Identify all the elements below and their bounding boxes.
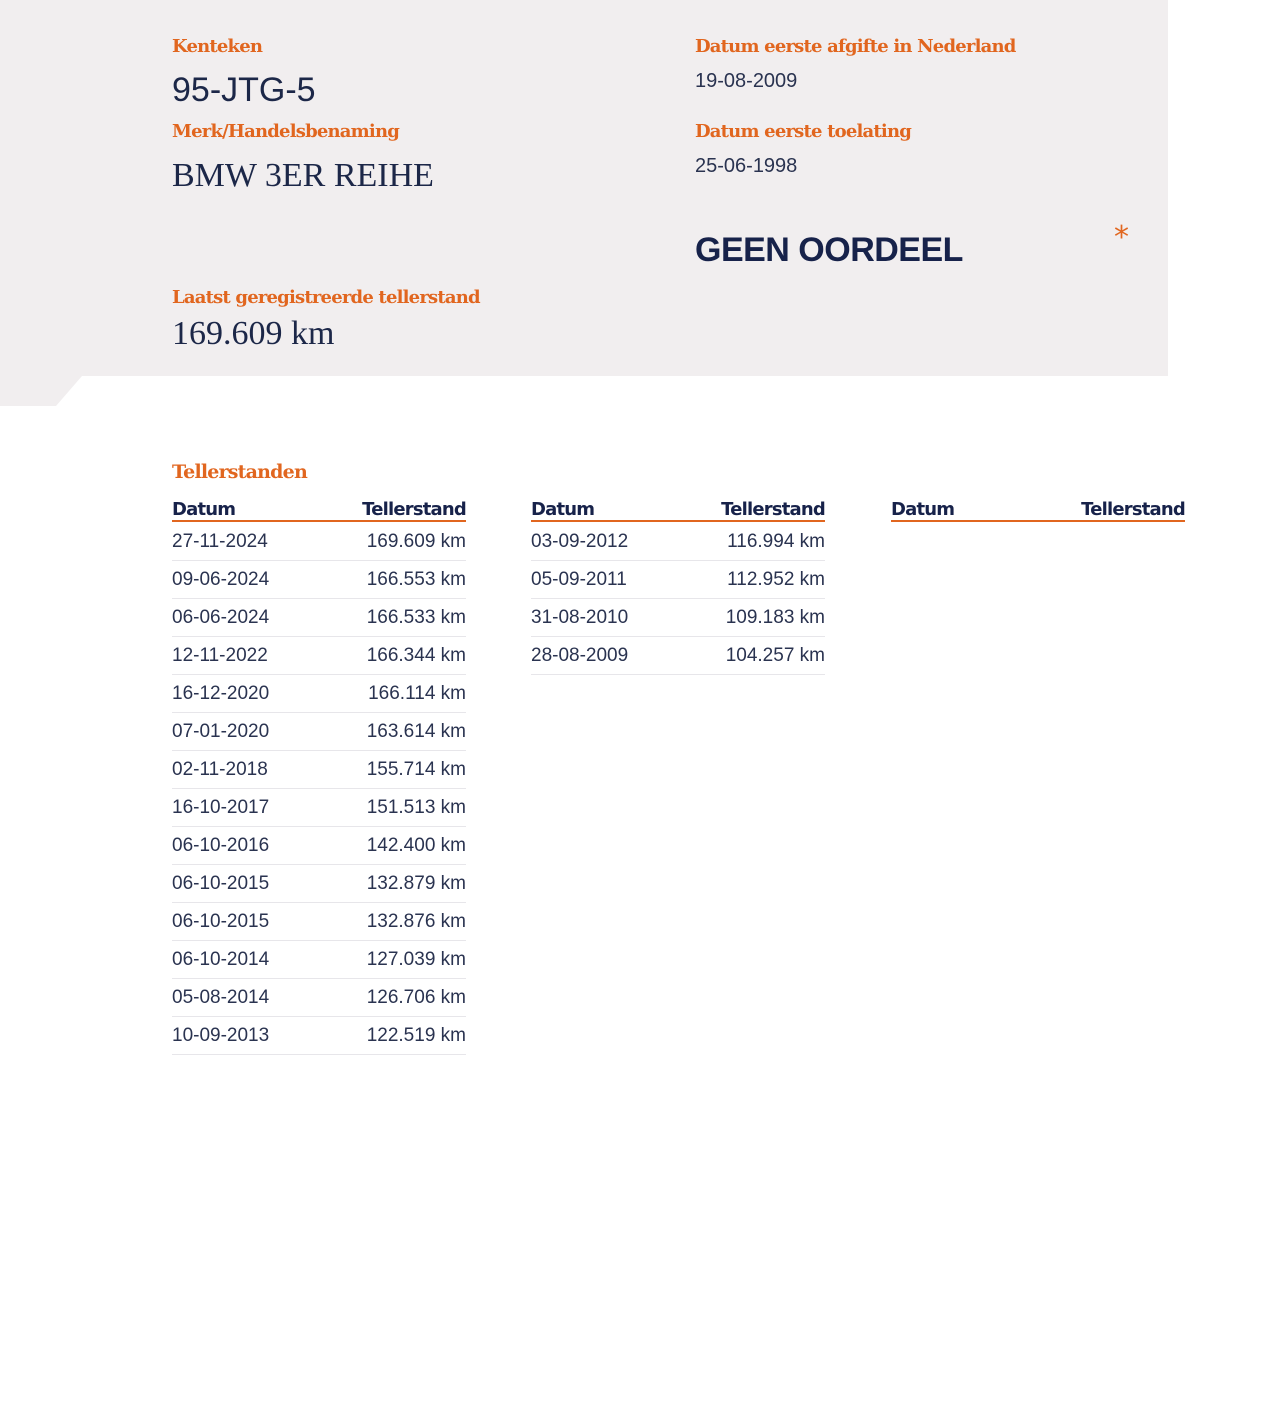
verdict-text: GEEN OORDEEL <box>695 231 963 269</box>
table-row <box>531 561 825 599</box>
row-tellerstand: 122.519 km <box>366 1024 466 1046</box>
table-row <box>172 941 466 979</box>
table-header <box>891 494 1185 522</box>
row-datum: 10-09-2013 <box>172 1024 270 1046</box>
table-body <box>531 522 825 675</box>
row-tellerstand: 142.400 km <box>366 834 466 856</box>
datum-header: Datum <box>531 499 595 520</box>
table-body <box>172 522 466 1055</box>
table-body <box>891 522 1185 523</box>
row-tellerstand: 166.553 km <box>366 568 466 590</box>
row-datum: 05-09-2011 <box>531 568 627 590</box>
row-datum: 16-10-2017 <box>172 796 270 818</box>
odometer-table-column-3 <box>891 494 1185 523</box>
row-datum: 05-08-2014 <box>172 986 270 1008</box>
row-tellerstand: 155.714 km <box>366 758 466 780</box>
row-tellerstand: 132.876 km <box>366 910 466 932</box>
row-datum: 06-10-2015 <box>172 910 270 932</box>
row-datum: 03-09-2012 <box>531 530 629 552</box>
table-row <box>172 675 466 713</box>
row-tellerstand: 166.114 km <box>368 682 466 704</box>
tellerstand-header: Tellerstand <box>362 499 466 520</box>
row-tellerstand: 163.614 km <box>366 720 466 742</box>
tellerstand-header: Tellerstand <box>721 499 825 520</box>
afgifte-value: 19-08-2009 <box>695 70 798 92</box>
row-tellerstand: 127.039 km <box>366 948 466 970</box>
row-datum: 06-10-2014 <box>172 948 270 970</box>
row-tellerstand: 109.183 km <box>725 606 825 628</box>
teller-value: 169.609 km <box>172 315 335 352</box>
tellerstanden-title: Tellerstanden <box>172 461 307 483</box>
table-row <box>531 637 825 675</box>
table-header <box>531 494 825 522</box>
row-tellerstand: 151.513 km <box>366 796 466 818</box>
table-row <box>172 599 466 637</box>
row-tellerstand: 132.879 km <box>366 872 466 894</box>
row-datum: 06-06-2024 <box>172 606 270 628</box>
row-tellerstand: 112.952 km <box>727 568 825 590</box>
table-row <box>172 903 466 941</box>
table-row <box>531 523 825 561</box>
kenteken-value: 95-JTG-5 <box>172 71 316 109</box>
table-row <box>172 865 466 903</box>
row-datum: 12-11-2022 <box>172 644 268 666</box>
row-tellerstand: 104.257 km <box>725 644 825 666</box>
table-header <box>172 494 466 522</box>
row-datum: 02-11-2018 <box>172 758 268 780</box>
kenteken-label: Kenteken <box>172 36 263 57</box>
row-tellerstand: 166.344 km <box>366 644 466 666</box>
merk-label: Merk/Handelsbenaming <box>172 121 400 142</box>
toelating-value: 25-06-1998 <box>695 155 798 177</box>
table-row <box>531 599 825 637</box>
odometer-table-column-2 <box>531 494 825 675</box>
row-datum: 07-01-2020 <box>172 720 270 742</box>
datum-header: Datum <box>172 499 236 520</box>
asterisk-footnote-mark: * <box>1114 220 1129 255</box>
row-tellerstand: 169.609 km <box>366 530 466 552</box>
row-datum: 31-08-2010 <box>531 606 629 628</box>
row-datum: 27-11-2024 <box>172 530 268 552</box>
teller-label: Laatst geregistreerde tellerstand <box>172 287 480 308</box>
table-row <box>172 637 466 675</box>
row-tellerstand: 116.994 km <box>727 530 825 552</box>
table-row <box>172 789 466 827</box>
table-row <box>172 561 466 599</box>
row-datum: 28-08-2009 <box>531 644 629 666</box>
table-row <box>172 979 466 1017</box>
row-tellerstand: 166.533 km <box>366 606 466 628</box>
row-datum: 16-12-2020 <box>172 682 270 704</box>
table-row <box>172 523 466 561</box>
row-tellerstand: 126.706 km <box>366 986 466 1008</box>
datum-header: Datum <box>891 499 955 520</box>
row-datum: 09-06-2024 <box>172 568 270 590</box>
toelating-label: Datum eerste toelating <box>695 121 912 142</box>
table-row <box>172 1017 466 1055</box>
tellerstand-header: Tellerstand <box>1081 499 1185 520</box>
merk-value: BMW 3ER REIHE <box>172 157 434 194</box>
row-datum: 06-10-2015 <box>172 872 270 894</box>
table-row <box>172 827 466 865</box>
odometer-table-column-1 <box>172 494 466 1055</box>
row-datum: 06-10-2016 <box>172 834 270 856</box>
afgifte-label: Datum eerste afgifte in Nederland <box>695 36 1016 57</box>
table-row <box>172 751 466 789</box>
table-row <box>172 713 466 751</box>
